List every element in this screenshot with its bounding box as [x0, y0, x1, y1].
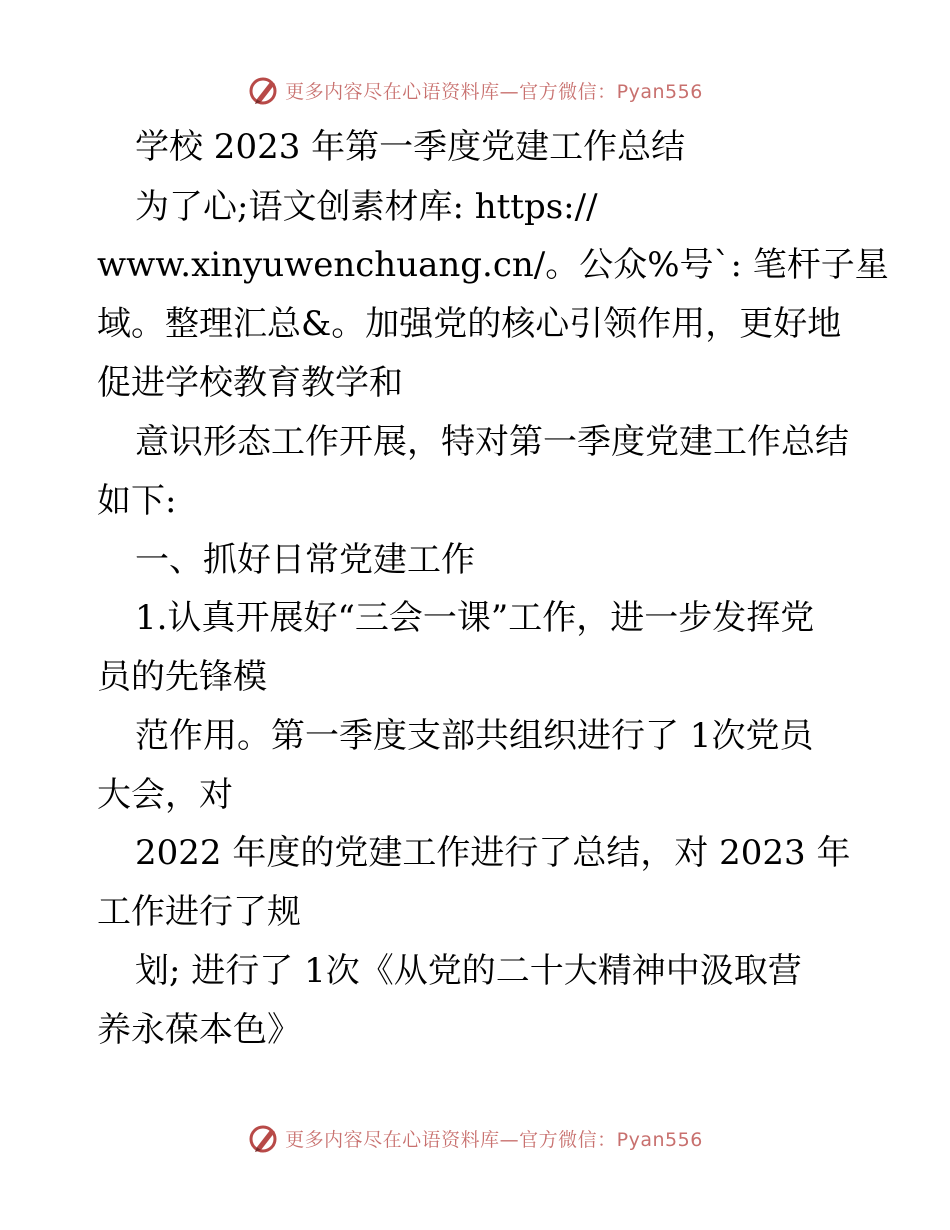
paragraph-line: 意识形态工作开展，特对第一季度党建工作总结: [135, 422, 849, 462]
paragraph-line: 域。整理汇总&。加强党的核心引领作用，更好地: [97, 304, 842, 344]
paragraph-line: 工作进行了规: [97, 892, 301, 932]
paragraph-line: 划; 进行了 1次《从党的二十大精神中汲取营: [135, 951, 802, 991]
footer-watermark: [0, 1118, 950, 1158]
paragraph-line: 促进学校教育教学和: [97, 363, 403, 403]
paragraph-line: 2022 年度的党建工作进行了总结，对 2023 年: [135, 833, 851, 873]
paragraph-line: 范作用。第一季度支部共组织进行了 1次党员: [135, 716, 814, 756]
paragraph-line: 为了心;语文创素材库: https://: [135, 187, 598, 227]
header-watermark: [0, 70, 950, 110]
paragraph-line: 员的先锋模: [97, 657, 267, 697]
watermark-text: 更多内容尽在心语资料库—官方微信：Pyan556: [285, 1128, 703, 1151]
pen-logo-icon: [247, 1121, 281, 1155]
document-title: 学校 2023 年第一季度党建工作总结: [135, 127, 686, 167]
pen-logo-icon: [247, 73, 281, 107]
section-heading: 一、抓好日常党建工作: [135, 540, 475, 580]
paragraph-line: www.xinyuwenchuang.cn/。公众%号`: 笔杆子星: [97, 245, 889, 285]
paragraph-line: 大会，对: [97, 775, 233, 815]
watermark-text: 更多内容尽在心语资料库—官方微信：Pyan556: [285, 80, 703, 103]
paragraph-line: 如下:: [97, 481, 177, 521]
paragraph-line: 1.认真开展好“三会一课”工作，进一步发挥党: [135, 598, 815, 638]
paragraph-line: 养永葆本色》: [97, 1010, 301, 1050]
